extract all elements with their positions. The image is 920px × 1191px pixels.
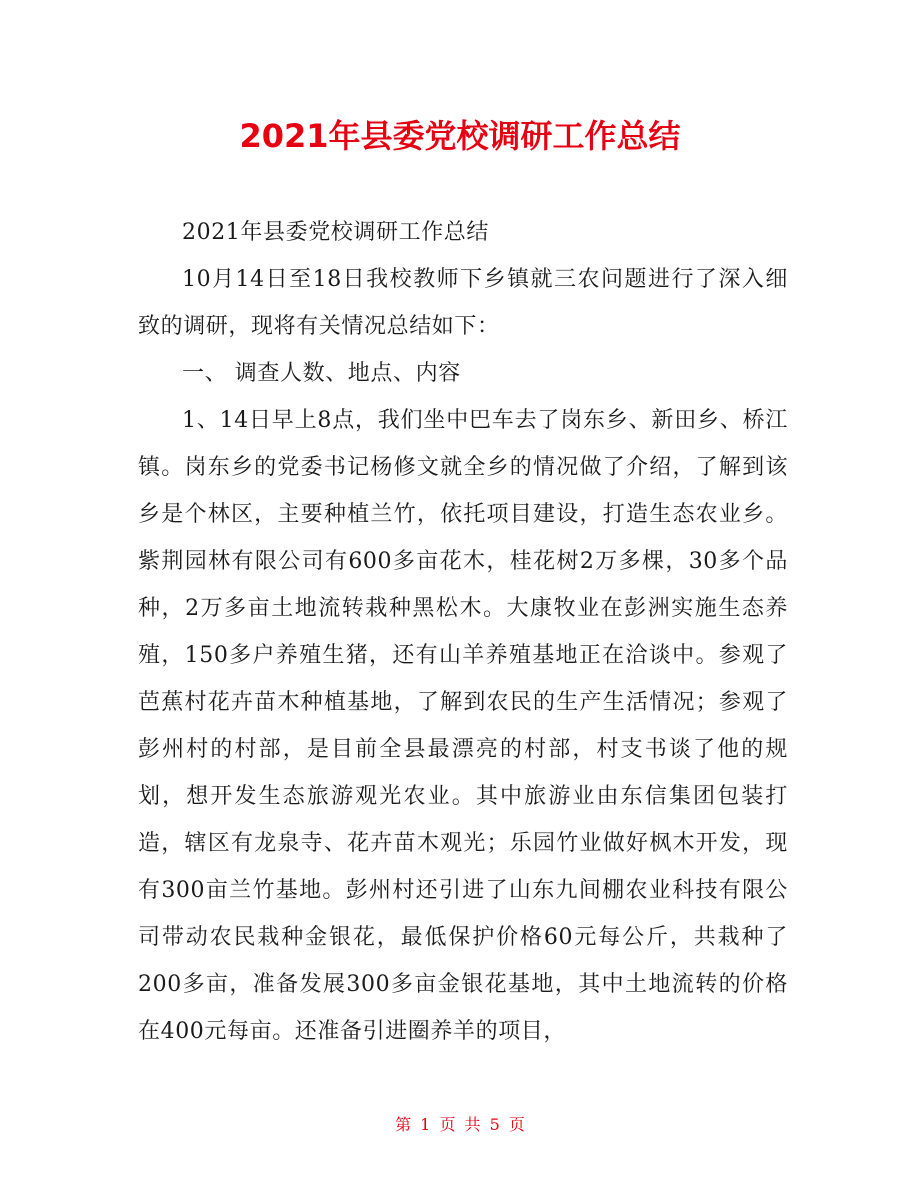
section-heading: 一、 调查人数、地点、内容 [182,361,461,386]
paragraph-item-1: 1、14日早上8点，我们坐中巴车去了岗东乡、新田乡、桥江镇。岗东乡的党委书记杨修文就全乡的情况做了介绍，了解到该乡是个林区，主要种植兰竹，依托项目建设，打造生态农业乡。紫荆园林有限公司有600多亩花木，桂花树2万多棵，30多个品种，2万多亩土地流转栽种黑松木。大康牧业在彭洲实施生态养殖，150多户养殖生猪，还有山羊养殖基地正在洽谈中。参观了芭蕉村花卉苗木种植基地，了解到农民的生产生活情况；参观了彭州村的村部，是目前全县最漂亮的村部，村支书谈了他的规划，想开发生态旅游观光农业。其中旅游业由东信集团包装打造，辖区有龙泉寺、花卉苗木观光；乐园竹业做好枫木开发，现有300亩兰竹基地。彭州村还引进了山东九间棚农业科技有限公司带动农民栽种金银花，最低保护价格60元每公斤，共栽种了200多亩，准备发展300多亩金银花基地，其中土地流转的价格在400元每亩。还准备引进圈养羊的项目， [138,408,788,1044]
page-number-footer: 第 1 页 共 5 页 [395,1115,525,1134]
document-body [138,209,788,1055]
paragraph-intro: 10月14日至18日我校教师下乡镇就三农问题进行了深入细致的调研，现将有关情况总结如下： [138,267,788,339]
document-title: 2021年县委党校调研工作总结 [239,117,681,155]
paragraph-subtitle: 2021年县委党校调研工作总结 [182,220,489,245]
